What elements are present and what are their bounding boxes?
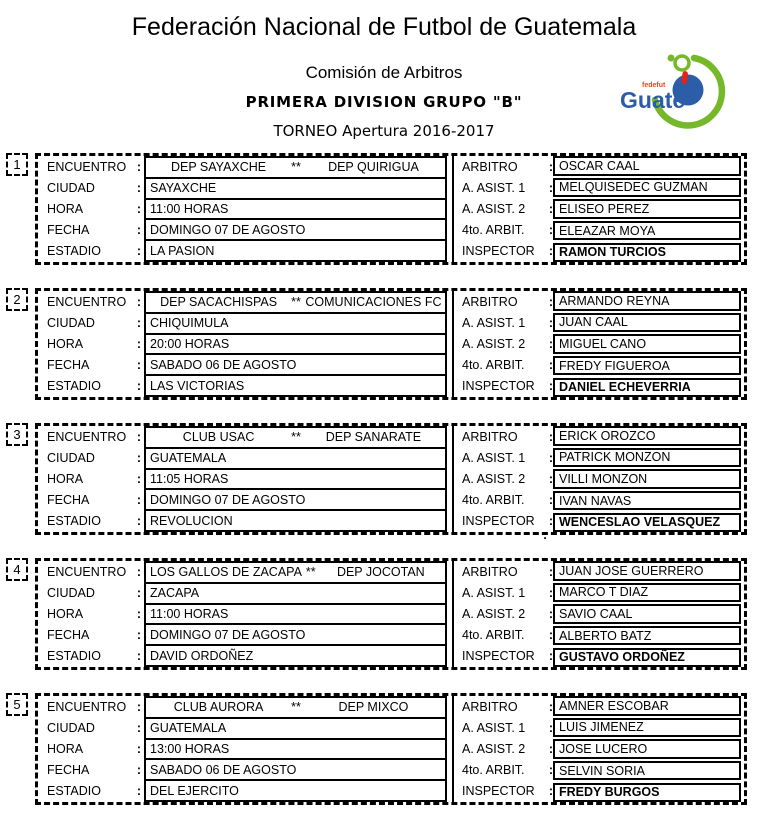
label-row-fecha — [38, 490, 144, 511]
hora-value-box: 20:00 HORAS — [144, 333, 447, 356]
column-divider — [447, 561, 459, 667]
colon: : — [136, 514, 141, 529]
label-encuentro: ENCUENTRO — [47, 564, 127, 579]
label-row-estadio — [38, 511, 144, 532]
label-row-arbitro — [459, 426, 553, 447]
fecha-value-box: DOMINGO 07 DE AGOSTO — [144, 623, 447, 646]
hora-value-box: 11:05 HORAS — [144, 468, 447, 491]
label-cuarto-arbitro: 4to. ARBIT. — [462, 223, 525, 238]
colon: : — [136, 159, 141, 174]
label-encuentro: ENCUENTRO — [47, 294, 127, 309]
away-team: DEP QUIRIGUA — [328, 160, 419, 175]
fecha-value-box: SABADO 06 DE AGOSTO — [144, 758, 447, 781]
column-divider — [447, 291, 459, 397]
vs-separator: ** — [291, 430, 301, 445]
officials-label-column — [459, 561, 553, 667]
inspector-name-box: GUSTAVO ORDOÑEZ — [553, 648, 741, 668]
colon: : — [548, 628, 553, 643]
label-fecha: FECHA — [47, 493, 90, 508]
label-arbitro: ARBITRO — [462, 429, 518, 444]
label-row-inspector — [459, 511, 553, 532]
label-asist2: A. ASIST. 2 — [462, 742, 526, 756]
colon: : — [548, 450, 553, 465]
label-inspector: INSPECTOR — [462, 244, 535, 259]
hora-value-box: 13:00 HORAS — [144, 738, 447, 761]
label-row-estadio — [38, 646, 144, 667]
colon: : — [136, 223, 141, 238]
officials-name-column — [553, 696, 741, 802]
logo-ring-icon — [675, 56, 689, 70]
label-row-cuarto — [459, 625, 553, 646]
match-block — [13, 153, 747, 265]
label-asist1: A. ASIST. 1 — [462, 180, 526, 195]
officials-name-column — [553, 561, 741, 667]
encuentro-value-box — [144, 561, 447, 584]
colon: : — [136, 379, 141, 394]
label-ciudad: CIUDAD — [47, 585, 95, 600]
fecha-value-box: SABADO 06 DE AGOSTO — [144, 353, 447, 376]
vs-separator: ** — [291, 160, 301, 175]
label-row-ciudad — [38, 447, 144, 468]
label-row-asist2 — [459, 198, 553, 219]
colon: : — [548, 294, 553, 309]
left-value-column — [144, 426, 447, 532]
label-hora: HORA — [47, 607, 84, 621]
colon: : — [548, 649, 553, 664]
estadio-value-box: LAS VICTORIAS — [144, 374, 447, 397]
label-arbitro: ARBITRO — [462, 699, 518, 714]
left-label-column — [38, 291, 144, 397]
colon: : — [548, 223, 553, 238]
left-label-column — [38, 426, 144, 532]
label-row-asist1 — [459, 447, 553, 468]
left-value-column — [144, 291, 447, 397]
left-value-column — [144, 561, 447, 667]
label-fecha: FECHA — [47, 763, 90, 778]
label-row-asist2 — [459, 333, 553, 354]
label-row-encuentro — [38, 156, 144, 177]
cuarto-name-box: IVAN NAVAS — [553, 491, 741, 511]
label-fecha: FECHA — [47, 628, 90, 643]
match-block — [13, 423, 747, 535]
label-hora: HORA — [47, 742, 84, 756]
label-cuarto-arbitro: 4to. ARBIT. — [462, 763, 525, 778]
label-encuentro: ENCUENTRO — [47, 699, 127, 714]
asist2-name-box: VILLI MONZON — [553, 469, 741, 489]
encuentro-value-box — [144, 696, 447, 719]
colon: : — [136, 358, 141, 373]
colon: : — [548, 607, 553, 621]
arbitro-name-box: AMNER ESCOBAR — [553, 696, 741, 716]
label-row-estadio — [38, 376, 144, 397]
home-team: DEP SACACHISPAS — [160, 295, 278, 310]
label-fecha: FECHA — [47, 223, 90, 238]
label-row-asist2 — [459, 603, 553, 624]
cuarto-name-box: ALBERTO BATZ — [553, 626, 741, 646]
estadio-value-box: LA PASION — [144, 239, 447, 262]
label-row-hora — [38, 333, 144, 354]
ciudad-value-box: GUATEMALA — [144, 447, 447, 470]
label-row-arbitro — [459, 156, 553, 177]
colon: : — [136, 585, 141, 600]
encuentro-value-box — [144, 156, 447, 179]
inspector-name-box: DANIEL ECHEVERRIA — [553, 378, 741, 398]
away-team: COMUNICACIONES FC — [305, 295, 442, 310]
colon: : — [548, 699, 553, 714]
tournament-heading: TORNEO Apertura 2016-2017 — [273, 122, 495, 140]
match-block — [13, 693, 747, 805]
logo-guate-text: Guate — [620, 87, 686, 113]
colon: : — [548, 564, 553, 579]
asist1-name-box: PATRICK MONZON — [553, 448, 741, 468]
label-hora: HORA — [47, 202, 84, 216]
label-row-asist1 — [459, 582, 553, 603]
left-label-column — [38, 156, 144, 262]
colon: : — [548, 514, 553, 529]
home-team: CLUB USAC — [182, 430, 255, 445]
inspector-name-box: RAMON TURCIOS — [553, 243, 741, 263]
arbitro-name-box: ERICK OROZCO — [553, 426, 741, 446]
colon: : — [136, 699, 141, 714]
inspector-name-box: WENCESLAO VELASQUEZ — [553, 513, 741, 533]
column-divider — [447, 696, 459, 802]
match-number-box — [6, 288, 28, 311]
ciudad-value-box: GUATEMALA — [144, 717, 447, 740]
fecha-value-box: DOMINGO 07 DE AGOSTO — [144, 218, 447, 241]
label-estadio: ESTADIO — [47, 244, 101, 259]
label-encuentro: ENCUENTRO — [47, 429, 127, 444]
label-row-fecha — [38, 625, 144, 646]
label-row-asist2 — [459, 738, 553, 759]
colon: : — [136, 763, 141, 778]
label-row-inspector — [459, 646, 553, 667]
label-cuarto-arbitro: 4to. ARBIT. — [462, 493, 525, 508]
match-number: 1 — [13, 157, 21, 172]
label-estadio: ESTADIO — [47, 649, 101, 664]
page-title: Federación Nacional de Futbol de Guatemala — [131, 13, 637, 41]
colon: : — [548, 763, 553, 778]
colon: : — [548, 159, 553, 174]
colon: : — [136, 784, 141, 799]
match-number-box — [6, 153, 28, 176]
arbitro-name-box: ARMANDO REYNA — [553, 291, 741, 311]
label-row-estadio — [38, 781, 144, 802]
label-row-ciudad — [38, 582, 144, 603]
cuarto-name-box: SELVIN SORIA — [553, 761, 741, 781]
label-row-encuentro — [38, 561, 144, 582]
colon: : — [548, 180, 553, 195]
label-row-arbitro — [459, 696, 553, 717]
label-row-hora — [38, 468, 144, 489]
colon: : — [548, 379, 553, 394]
label-row-inspector — [459, 376, 553, 397]
label-row-ciudad — [38, 177, 144, 198]
colon: : — [548, 244, 553, 259]
label-row-hora — [38, 198, 144, 219]
label-ciudad: CIUDAD — [47, 180, 95, 195]
label-inspector: INSPECTOR — [462, 649, 535, 664]
asist1-name-box: MELQUISEDEC GUZMAN — [553, 178, 741, 198]
label-cuarto-arbitro: 4to. ARBIT. — [462, 358, 525, 373]
fecha-value-box: DOMINGO 07 DE AGOSTO — [144, 488, 447, 511]
match-block — [13, 288, 747, 400]
subtitle-commission: Comisión de Arbitros — [305, 63, 463, 82]
encuentro-value-box — [144, 291, 447, 314]
label-asist2: A. ASIST. 2 — [462, 202, 526, 216]
label-row-cuarto — [459, 760, 553, 781]
match-number: 3 — [13, 427, 21, 442]
colon: : — [548, 784, 553, 799]
officials-name-column — [553, 291, 741, 397]
colon: : — [548, 742, 553, 756]
label-row-cuarto — [459, 220, 553, 241]
ciudad-value-box: SAYAXCHE — [144, 177, 447, 200]
label-row-estadio — [38, 241, 144, 262]
cuarto-name-box: FREDY FIGUEROA — [553, 356, 741, 376]
label-row-asist1 — [459, 717, 553, 738]
label-asist1: A. ASIST. 1 — [462, 720, 526, 735]
label-cuarto-arbitro: 4to. ARBIT. — [462, 628, 525, 643]
label-row-ciudad — [38, 717, 144, 738]
estadio-value-box: DEL EJERCITO — [144, 779, 447, 802]
officials-label-column — [459, 696, 553, 802]
colon: : — [548, 493, 553, 508]
label-row-encuentro — [38, 426, 144, 447]
vs-separator: ** — [291, 700, 301, 715]
logo-dot-icon — [668, 55, 675, 62]
label-row-hora — [38, 738, 144, 759]
label-row-inspector — [459, 241, 553, 262]
home-team: CLUB AURORA — [173, 700, 264, 715]
colon: : — [548, 472, 553, 486]
label-fecha: FECHA — [47, 358, 90, 373]
label-row-hora — [38, 603, 144, 624]
colon: : — [136, 472, 141, 486]
division-heading: PRIMERA DIVISION GRUPO "B" — [245, 93, 523, 111]
ciudad-value-box: CHIQUIMULA — [144, 312, 447, 335]
hora-value-box: 11:00 HORAS — [144, 603, 447, 626]
estadio-value-box: REVOLUCION — [144, 509, 447, 532]
cuarto-name-box: ELEAZAR MOYA — [553, 221, 741, 241]
vs-separator: ** — [291, 295, 301, 310]
away-team: DEP SANARATE — [325, 430, 422, 445]
officials-name-column — [553, 156, 741, 262]
stray-colon: : — [543, 528, 548, 542]
officials-label-column — [459, 426, 553, 532]
fedefut-guate-logo — [618, 46, 748, 151]
colon: : — [136, 244, 141, 259]
home-team: DEP SAYAXCHE — [170, 160, 267, 175]
away-team: DEP MIXCO — [338, 700, 409, 715]
asist2-name-box: ELISEO PEREZ — [553, 199, 741, 219]
colon: : — [136, 607, 141, 621]
label-row-cuarto — [459, 355, 553, 376]
left-label-column — [38, 696, 144, 802]
colon: : — [136, 429, 141, 444]
match-number-box — [6, 693, 28, 716]
hora-value-box: 11:00 HORAS — [144, 198, 447, 221]
logo-fedefut-text: fedefut — [642, 82, 666, 89]
label-row-inspector — [459, 781, 553, 802]
label-asist1: A. ASIST. 1 — [462, 585, 526, 600]
inspector-name-box: FREDY BURGOS — [553, 783, 741, 803]
match-number: 4 — [13, 562, 21, 577]
colon: : — [548, 202, 553, 216]
label-inspector: INSPECTOR — [462, 379, 535, 394]
fedefut-guate-logo-icon — [618, 46, 748, 146]
vs-separator: ** — [305, 565, 316, 580]
label-ciudad: CIUDAD — [47, 450, 95, 465]
colon: : — [548, 585, 553, 600]
match-list — [13, 153, 768, 805]
label-asist2: A. ASIST. 2 — [462, 337, 526, 351]
colon: : — [548, 337, 553, 351]
match-number-box — [6, 558, 28, 581]
arbitro-name-box: JUAN JOSE GUERRERO — [553, 561, 741, 581]
label-estadio: ESTADIO — [47, 379, 101, 394]
label-ciudad: CIUDAD — [47, 315, 95, 330]
label-estadio: ESTADIO — [47, 784, 101, 799]
label-row-fecha — [38, 355, 144, 376]
asist2-name-box: MIGUEL CANO — [553, 334, 741, 354]
colon: : — [136, 564, 141, 579]
colon: : — [136, 337, 141, 351]
officials-label-column — [459, 291, 553, 397]
label-arbitro: ARBITRO — [462, 294, 518, 309]
colon: : — [548, 720, 553, 735]
colon: : — [136, 294, 141, 309]
label-hora: HORA — [47, 472, 84, 486]
asist2-name-box: SAVIO CAAL — [553, 604, 741, 624]
encuentro-value-box — [144, 426, 447, 449]
label-inspector: INSPECTOR — [462, 784, 535, 799]
asist2-name-box: JOSE LUCERO — [553, 739, 741, 759]
colon: : — [548, 429, 553, 444]
label-row-encuentro — [38, 696, 144, 717]
officials-label-column — [459, 156, 553, 262]
colon: : — [136, 649, 141, 664]
label-arbitro: ARBITRO — [462, 159, 518, 174]
label-row-arbitro — [459, 291, 553, 312]
column-divider — [447, 426, 459, 532]
label-ciudad: CIUDAD — [47, 720, 95, 735]
match-number: 2 — [13, 292, 21, 307]
colon: : — [136, 720, 141, 735]
label-row-asist2 — [459, 468, 553, 489]
label-asist1: A. ASIST. 1 — [462, 315, 526, 330]
estadio-value-box: DAVID ORDOÑEZ — [144, 644, 447, 667]
label-row-encuentro — [38, 291, 144, 312]
label-inspector: INSPECTOR — [462, 514, 535, 529]
label-encuentro: ENCUENTRO — [47, 159, 127, 174]
label-arbitro: ARBITRO — [462, 564, 518, 579]
label-row-fecha — [38, 760, 144, 781]
colon: : — [136, 202, 141, 216]
label-asist2: A. ASIST. 2 — [462, 607, 526, 621]
label-asist1: A. ASIST. 1 — [462, 450, 526, 465]
colon: : — [136, 742, 141, 756]
label-row-fecha — [38, 220, 144, 241]
label-row-cuarto — [459, 490, 553, 511]
home-team: LOS GALLOS DE ZACAPA — [150, 565, 302, 580]
colon: : — [136, 628, 141, 643]
match-block — [13, 558, 747, 670]
asist1-name-box: JUAN CAAL — [553, 313, 741, 333]
colon: : — [136, 315, 141, 330]
asist1-name-box: MARCO T DIAZ — [553, 583, 741, 603]
ciudad-value-box: ZACAPA — [144, 582, 447, 605]
left-value-column — [144, 696, 447, 802]
left-value-column — [144, 156, 447, 262]
match-number-box — [6, 423, 28, 446]
label-row-arbitro — [459, 561, 553, 582]
colon: : — [548, 358, 553, 373]
column-divider — [447, 156, 459, 262]
colon: : — [136, 450, 141, 465]
away-team: DEP JOCOTAN — [336, 565, 425, 580]
colon: : — [136, 493, 141, 508]
officials-name-column — [553, 426, 741, 532]
label-hora: HORA — [47, 337, 84, 351]
label-estadio: ESTADIO — [47, 514, 101, 529]
match-number: 5 — [13, 697, 21, 712]
label-asist2: A. ASIST. 2 — [462, 472, 526, 486]
label-row-asist1 — [459, 312, 553, 333]
colon: : — [548, 315, 553, 330]
asist1-name-box: LUIS JIMENEZ — [553, 718, 741, 738]
label-row-asist1 — [459, 177, 553, 198]
left-label-column — [38, 561, 144, 667]
label-row-ciudad — [38, 312, 144, 333]
colon: : — [136, 180, 141, 195]
arbitro-name-box: OSCAR CAAL — [553, 156, 741, 176]
